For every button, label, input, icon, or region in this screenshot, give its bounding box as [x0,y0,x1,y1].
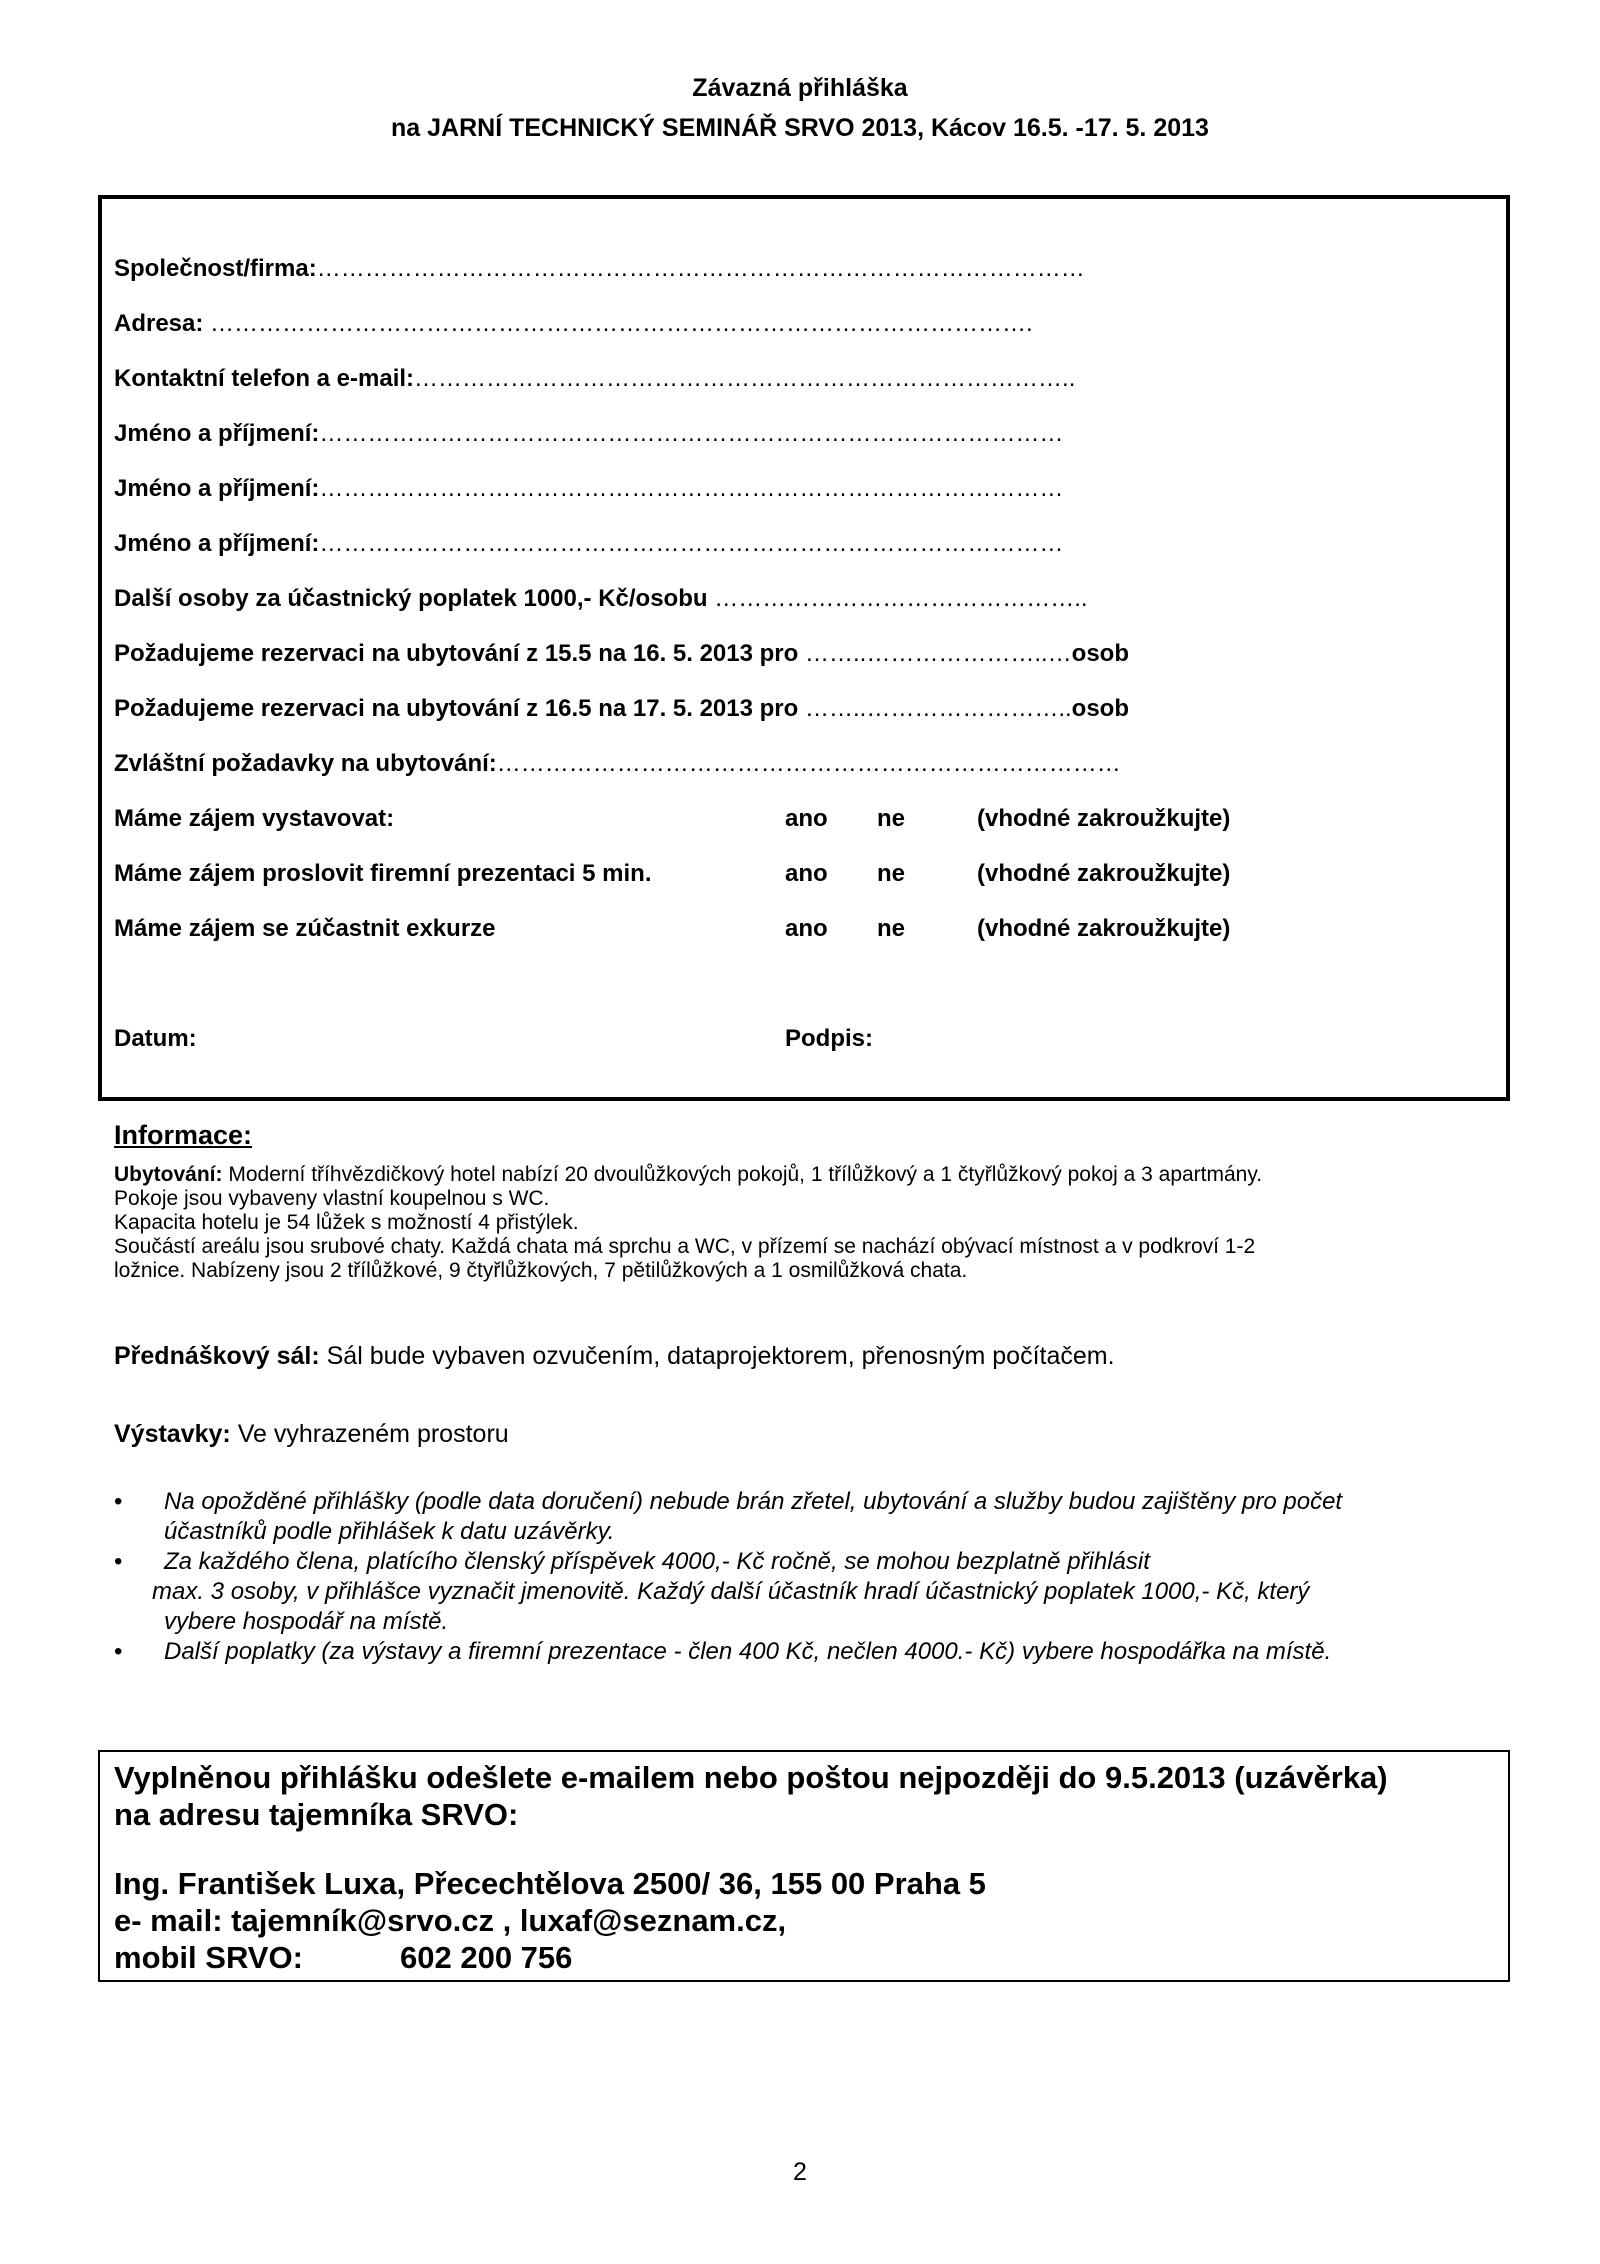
contact-label: Kontaktní telefon a e-mail: [114,365,415,392]
name-field-3[interactable] [114,530,1063,558]
bullet-icon: • [114,1638,123,1665]
accommodation-line: Pokoje jsou vybaveny vlastní koupelnou s WC. [114,1187,550,1210]
circle-note: (vhodné zakroužkujte) [977,805,1231,832]
contact-dots: ……………………………………………………………………….. [414,365,1076,392]
name-label: Jméno a příjmení: [114,420,320,447]
interest-label-presentation: Máme zájem proslovit firemní prezentaci 5 min. [114,860,652,887]
info-heading: Informace: [114,1120,253,1150]
lecture-hall-text: Sál bude vybaven ozvučením, dataprojektorem, přenosným počítačem. [319,1342,1115,1370]
page-number: 2 [793,2158,807,2186]
osob-label: osob [1071,695,1129,722]
accommodation-label: Ubytování: [114,1163,223,1186]
accommodation-line: ložnice. Nabízeny jsou 2 třílůžkové, 9 čtyřlůžkových, 7 pětilůžkových a 1 osmilůžková chata. [114,1259,968,1282]
yes-option-presentation[interactable]: ano [785,860,828,887]
list-item-text: Na opožděné přihlášky (podle data doručení) nebude brán zřetel, ubytování a služby budou zajištěny pro počet [164,1488,1343,1515]
accommodation-line: Moderní tříhvězdičkový hotel nabízí 20 dvoulůžkových pokojů, 1 třílůžkový a 1 čtyřlůžkový pokoj a 3 apartmány. [222,1163,1263,1186]
reservation-field-2[interactable] [114,695,1129,723]
secretary-address: Ing. František Luxa, Přecechtělova 2500/ 36, 155 00 Praha 5 [114,1866,986,1901]
reservation-dots: ……..…………………..… [798,640,1072,667]
name-field-2[interactable] [114,475,1063,503]
email-line[interactable]: e- mail: tajemník@srvo.cz , luxaf@seznam.cz, [114,1903,787,1938]
send-instruction-2: na adresu tajemníka SRVO: [114,1797,519,1832]
address-label: Adresa: [114,310,204,337]
no-option-exhibit[interactable]: ne [877,805,906,832]
bullet-icon: • [114,1548,123,1575]
list-item-text: Za každého člena, platícího členský příspěvek 4000,- Kč ročně, se mohou bezplatně přihlásit [164,1548,1150,1575]
accommodation-paragraph [114,1163,1262,1283]
special-dots: …………………………………………………………………… [496,750,1121,777]
contact-field[interactable] [114,365,1075,393]
mobile-number[interactable]: 602 200 756 [400,1940,573,1975]
accommodation-line: Kapacita hotelu je 54 lůžek s možností 4 přistýlek. [114,1211,579,1234]
lecture-hall-label: Přednáškový sál: [114,1342,320,1370]
list-item [114,1547,1514,1637]
list-item [114,1637,1514,1667]
yes-option-exhibit[interactable]: ano [785,805,828,832]
company-label: Společnost/firma: [114,255,317,282]
name-dots: ………………………………………………………………………………… [319,530,1064,557]
form-subtitle: na JARNÍ TECHNICKÝ SEMINÁŘ SRVO 2013, Kácov 16.5. -17. 5. 2013 [391,114,1209,142]
yes-option-excursion[interactable]: ano [785,915,828,942]
reservation-field-1[interactable] [114,640,1129,668]
list-item [114,1487,1514,1547]
name-label: Jméno a příjmení: [114,475,320,502]
osob-label: osob [1071,640,1129,667]
name-dots: ………………………………………………………………………………… [319,420,1064,447]
mobile-label: mobil SRVO: [114,1940,303,1975]
reservation-dots: ……..…………………….. [798,695,1072,722]
lecture-hall-paragraph [114,1342,1115,1371]
list-item-text: vybere hospodář na místě. [164,1608,449,1635]
accommodation-line: Součástí areálu jsou srubové chaty. Každá chata má sprchu a WC, v přízemí se nachází obývací místnost a v podkroví 1-2 [114,1235,1256,1258]
special-label: Zvláštní požadavky na ubytování: [114,750,497,777]
company-dots: …………………………………………………………………………………… [316,255,1085,282]
date-label[interactable]: Datum: [114,1025,197,1052]
reservation-label: Požadujeme rezervaci na ubytování z 16.5 na 17. 5. 2013 pro [114,695,799,722]
extra-persons-dots: ……………………………………….. [707,585,1088,612]
exhibits-text: Ve vyhrazeném prostoru [230,1420,509,1448]
address-field[interactable] [114,310,1033,338]
exhibits-label: Výstavky: [114,1420,231,1448]
extra-persons-label: Další osoby za účastnický poplatek 1000,- Kč/osobu [114,585,708,612]
send-instruction: Vyplněnou přihlášku odešlete e-mailem nebo poštou nejpozději do 9.5.2013 (uzávěrka) [114,1760,1388,1795]
no-option-excursion[interactable]: ne [877,915,906,942]
list-item-text: max. 3 osoby, v přihlášce vyznačit jmenovitě. Každý další účastník hradí účastnický poplatek 1000,- Kč, který [152,1578,1310,1605]
list-item-text: Další poplatky (za výstavy a firemní prezentace - člen 400 Kč, nečlen 4000.- Kč) vybere hospodářka na místě. [164,1638,1332,1665]
form-title: Závazná přihláška [692,74,908,102]
name-dots: ………………………………………………………………………………… [319,475,1064,502]
reservation-label: Požadujeme rezervaci na ubytování z 15.5 na 16. 5. 2013 pro [114,640,799,667]
bullet-icon: • [114,1488,123,1515]
circle-note: (vhodné zakroužkujte) [977,915,1231,942]
rules-list [114,1487,1514,1667]
interest-label-exhibit: Máme zájem vystavovat: [114,805,395,832]
extra-persons-field[interactable] [114,585,1088,613]
signature-label[interactable]: Podpis: [785,1025,873,1052]
interest-label-excursion: Máme zájem se zúčastnit exkurze [114,915,496,942]
special-requests-field[interactable] [114,750,1121,778]
circle-note: (vhodné zakroužkujte) [977,860,1231,887]
list-item-text: účastníků podle přihlášek k datu uzávěrky. [164,1518,615,1545]
name-field-1[interactable] [114,420,1063,448]
exhibits-paragraph [114,1420,509,1449]
company-field[interactable] [114,255,1085,283]
no-option-presentation[interactable]: ne [877,860,906,887]
address-dots: …………………………………………………………………………………………. [203,310,1033,337]
name-label: Jméno a příjmení: [114,530,320,557]
